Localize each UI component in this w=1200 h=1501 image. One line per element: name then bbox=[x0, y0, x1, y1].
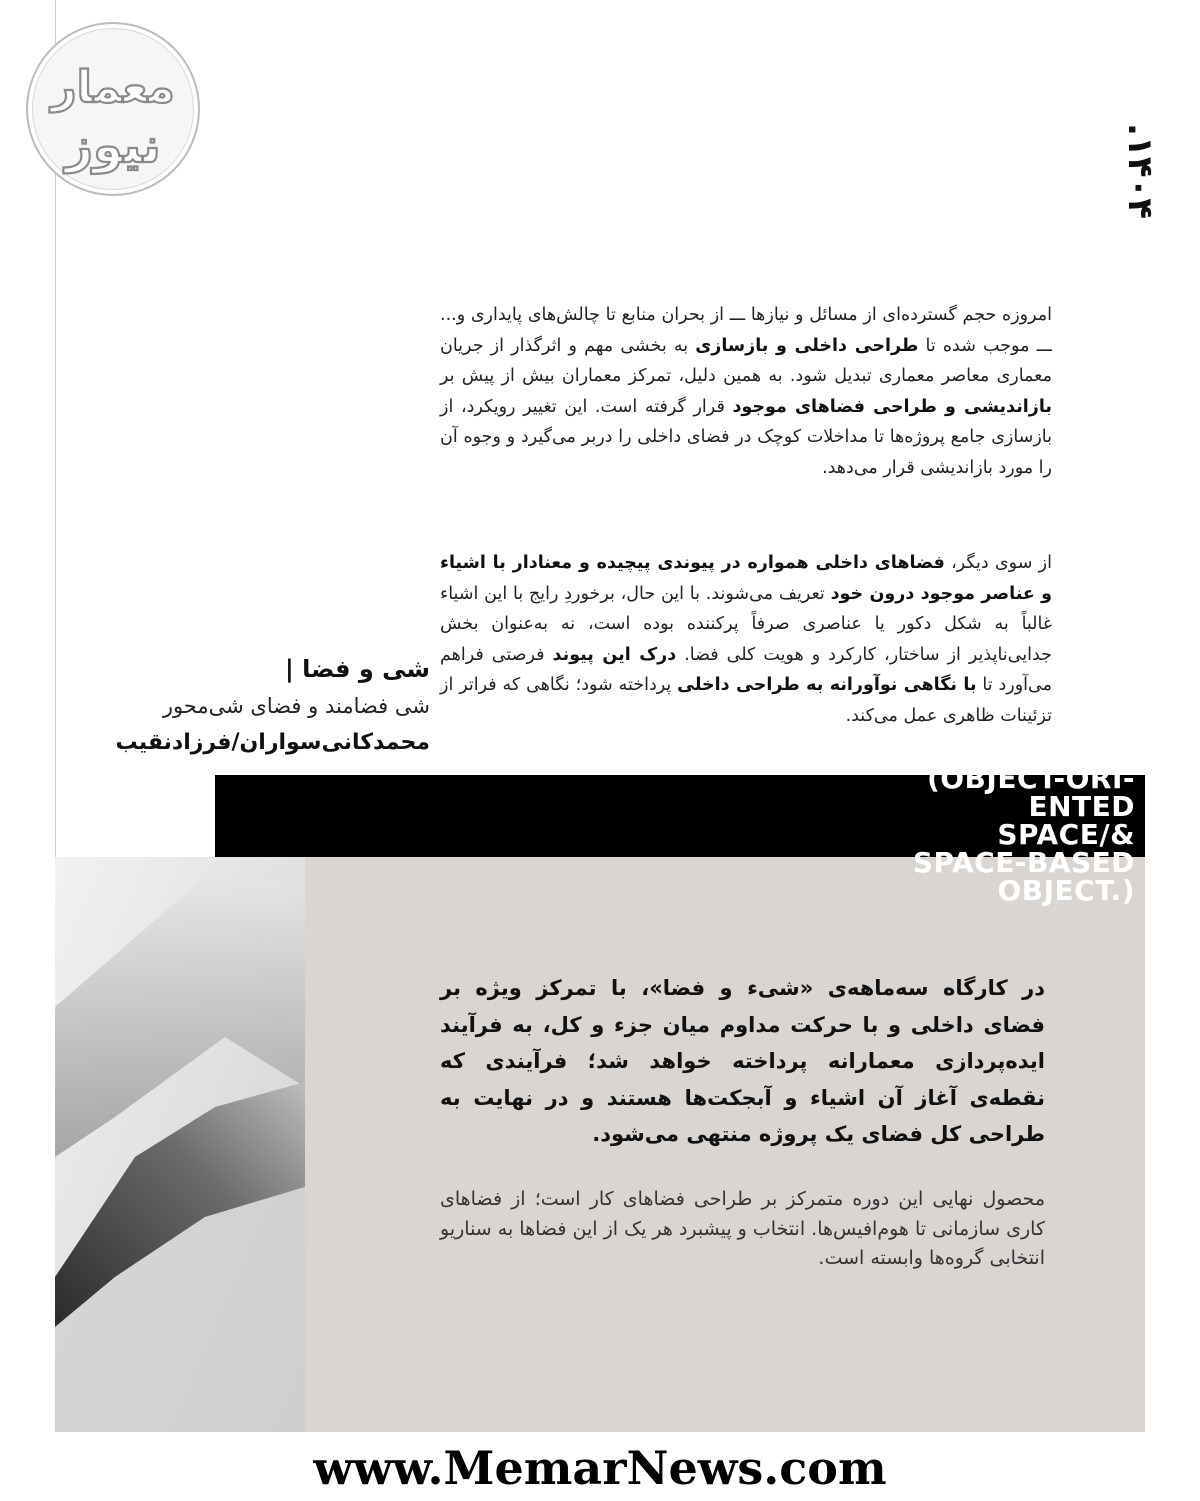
workshop-description: در کارگاه سه‌ماهه‌ی «شیء و فضا»، با تمرکز ویژه بر فضای داخلی و با حرکت مداوم میان جزء و کل، به فرآیند ایده‌پردازی معمارانه پرداخته خواهد شد؛ فرآیندی که نقطه‌ی آغاز آن اشیاء و آبجکت‌ها هستند و در نهایت به طراحی کل فضای یک پروژه منتهی می‌شود. bbox=[440, 976, 1045, 1146]
memar-news-logo[interactable] bbox=[26, 22, 200, 196]
article-title: شی و فضا | bbox=[284, 655, 430, 683]
issue-date bbox=[1110, 96, 1170, 246]
article-subtitle: شی فضامند و فضای شی‌محور bbox=[162, 694, 430, 718]
article-title-block bbox=[80, 650, 430, 762]
text-run: قرار گرفته است. این تغییر رویکرد، از بازسازی جامع پروژه‌ها تا مداخلات کوچک در فضای داخلی را دربر می‌گیرد و وجوه آن را مورد بازاندیشی قرار می‌دهد. bbox=[440, 396, 1052, 478]
intro-paragraph-1 bbox=[440, 300, 1052, 483]
text-run: فرصتی فراهم می‌آورد تا bbox=[440, 644, 1053, 695]
article-authors: محمدکانی‌سواران/فرزادنقیب bbox=[115, 730, 430, 755]
logo-seal-icon bbox=[28, 24, 198, 194]
workshop-outcome: محصول نهایی این دوره متمرکز بر طراحی فضاهای کار است؛ از فضاهای کاری سازمانی تا هوم‌افیس‌ها. انتخاب و پیشبرد هر یک از این فضاها به سناریو انتخابی گروه‌ها وابسته است. bbox=[440, 1188, 1045, 1269]
text-run: امروزه حجم گسترده‌ای از مسائل و نیازها ـــ از بحران منابع تا چالش‌های پایداری و... ـــ موجب شده تا bbox=[440, 305, 1052, 356]
text-run: به بخشی مهم و اثرگذار از جریان معماری معاصر معماری تبدیل شود. به همین دلیل، تمرکز معماران بیش از پیش بر bbox=[440, 335, 1052, 386]
logo-line-2: نیوز bbox=[65, 118, 161, 174]
english-title-line: OBJECT.) bbox=[997, 874, 1135, 907]
text-run: از سوی دیگر، bbox=[944, 553, 1052, 573]
bold-phrase: فضاهای داخلی همواره در پیوندی پیچیده و معنادار با اشیاء و عناصر موجود درون خود bbox=[440, 553, 1052, 604]
english-title-line: (OBJECT-ORI- bbox=[926, 762, 1135, 795]
bold-phrase: درک این پیوند bbox=[552, 644, 677, 665]
object-photo bbox=[55, 857, 305, 1432]
intro-paragraph-2 bbox=[440, 548, 1052, 731]
english-title bbox=[735, 762, 1135, 907]
english-title-line: SPACE-BASED bbox=[912, 846, 1135, 879]
footer-website-link[interactable]: www.MemarNews.com bbox=[313, 1441, 887, 1495]
bold-phrase: بازاندیشی و طراحی فضاهای موجود bbox=[732, 396, 1052, 417]
photo-object-image bbox=[55, 857, 305, 1432]
text-run: تعریف می‌شوند. با این حال، برخوردِ رایج با این اشیاء غالباً به شکل دکور یا عناصری صرفاً پرکننده بوده است، نه به‌عنوان بخش جدایی‌ناپذیر از ساختار، کارکرد و هویت کلی فضا. bbox=[440, 583, 1052, 665]
english-title-line: ENTED bbox=[1028, 790, 1135, 823]
bold-phrase: طراحی داخلی و بازسازی bbox=[695, 335, 919, 356]
logo-line-1: معمار bbox=[51, 62, 175, 113]
text-run: پرداخته شود؛ نگاهی که فراتر از تزئینات ظاهری عمل می‌کند. bbox=[440, 675, 1052, 726]
issue-date-text: ۱۴۰۴. bbox=[1120, 123, 1160, 219]
english-title-line: SPACE/& bbox=[997, 818, 1135, 851]
bold-phrase: با نگاهی نوآورانه به طراحی داخلی bbox=[677, 675, 977, 695]
